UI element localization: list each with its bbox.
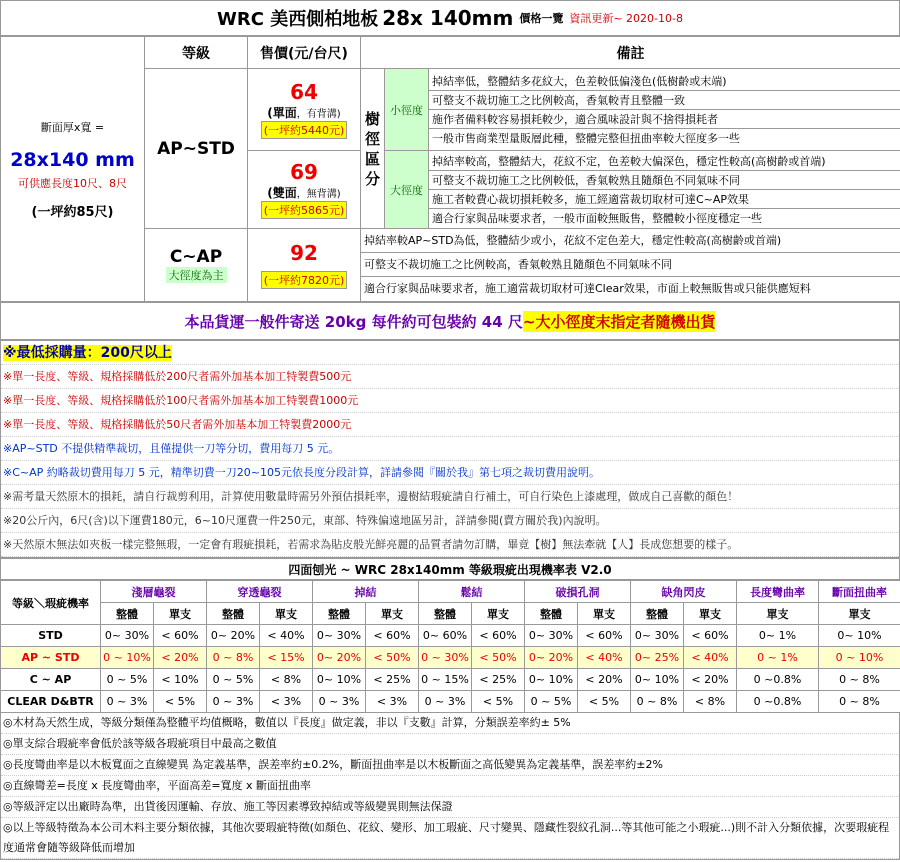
spec-label: 斷面厚x寬 =: [40, 120, 105, 134]
defect-corner: 等級＼瑕疵機率: [1, 581, 101, 625]
defect-cell: 0~ 30%: [101, 625, 154, 647]
defect-row: [1, 669, 900, 691]
defect-footnotes: [0, 713, 900, 860]
footnote: ◎長度彎曲率是以木板寬面之直線變異 為定義基準，誤差率約±0.2%，斷面扭曲率是以木板斷面之高低變異為定義基準，誤差率約±2%: [1, 755, 899, 776]
defect-cell: < 8%: [684, 691, 737, 713]
price-c-ap: [248, 229, 361, 302]
note-line: 掉結率較高，整體結大，花紋不定，色差較大偏深色，穩定性較高(高樹齡或首端): [429, 152, 900, 171]
purchase-notes: [0, 340, 900, 558]
spec-ping: (一坪約85尺): [31, 204, 114, 220]
defect-cell: 0 ~ 8%: [207, 647, 260, 669]
note-line: 可整支不裁切施工之比例較高，香氣較熟且隨顏色不同氣味不同: [361, 253, 900, 277]
note-item: ※單一長度、等級、規格採購低於50尺者需外加基本加工特製費2000元: [1, 413, 899, 437]
defect-category: 鬆結: [419, 581, 525, 603]
defect-cell: < 60%: [366, 625, 419, 647]
note-item: ※單一長度、等級、規格採購低於200尺者需外加基本加工特製費500元: [1, 365, 899, 389]
defect-cell: 0 ~ 1%: [737, 647, 819, 669]
defect-subheader-row: 整體 單支 整體 單支 整體 單支 整體 單支 整體 單支 整體 單支 單支 單支: [1, 603, 900, 625]
defect-cell: 0~ 10%: [819, 625, 900, 647]
note-line: 可整支不裁切施工之比例較低，香氣較熟且隨顏色不同氣味不同: [429, 171, 900, 190]
header-grade: 等級: [145, 37, 248, 69]
defect-cell: 0 ~ 15%: [419, 669, 472, 691]
price-type: (雙面: [267, 186, 297, 200]
defect-cell: 0~ 1%: [737, 625, 819, 647]
defect-rows: [1, 625, 900, 713]
price-ap-std-small: [248, 69, 361, 151]
defect-cell: 0 ~0.8%: [737, 691, 819, 713]
defect-category: 掉結: [313, 581, 419, 603]
title-main: WRC 美西側柏地板: [217, 9, 379, 30]
shipping-text: 本品貨運一般件寄送 20kg 每件約可包裝約 44 尺: [184, 312, 523, 331]
title-sub: 價格一覽: [519, 12, 564, 25]
defect-category: 穿透龜裂: [207, 581, 313, 603]
title-update: 資訊更新~ 2020-10-8: [569, 12, 683, 25]
defect-category: 缺角閃皮: [631, 581, 737, 603]
spec-cell: [1, 37, 145, 302]
footnote: ◎等級評定以出廠時為準，出貨後因運輸、存放、施工等因素導致掉結或等級變異則無法保證: [1, 797, 899, 818]
grade-c-ap: [145, 229, 248, 302]
defect-cell: < 8%: [260, 669, 313, 691]
note-line: 掉結率較AP~STD為低，整體結少或小，花紋不定色差大，穩定性較高(高樹齡或首端): [361, 229, 900, 253]
footnote: ◎木材為天然生成，等級分類僅為整體平均值概略，數值以『長度』做定義，非以『支數』計算，分類誤差率約± 5%: [1, 713, 899, 734]
footnote: ◎以上等級特徵為本公司木料主要分類依據，其他次要瑕疵特徵(如顏色、花紋、變形、加工瑕疵、尺寸變異、隱藏性裂紋孔洞...等其他可能之小瑕疵...)則不計入分類依據，次要瑕疵程度通常會隨等級降低而增加: [1, 818, 899, 859]
title-size: 28x 140mm: [382, 6, 514, 30]
defect-cell: 0~ 30%: [631, 625, 684, 647]
defect-cell: 0 ~ 5%: [101, 669, 154, 691]
defect-cell: 0~ 10%: [525, 669, 578, 691]
defect-cell: 0~ 10%: [631, 669, 684, 691]
note-line: 適合行家與品味要求者，施工適當裁切取材可達Clear效果，市面上較無販售或只能供應短料: [364, 282, 811, 295]
header-note: 備註: [361, 37, 900, 69]
defect-cell: 0 ~ 10%: [819, 647, 900, 669]
product-table: [0, 36, 900, 302]
defect-cell: < 50%: [472, 647, 525, 669]
defect-row: [1, 647, 900, 669]
defect-cell: 0~ 30%: [313, 625, 366, 647]
price-type-note: ，無背溝): [296, 189, 341, 200]
defect-category: 淺層龜裂: [101, 581, 207, 603]
defect-cell: < 25%: [472, 669, 525, 691]
note-item: ※20公斤內，6尺(含)以下運費180元，6~10尺運費一件250元，東部、特殊偏遠地區另計，詳請參閱(賣方關於我)內說明。: [1, 509, 899, 533]
note-line: 施工者較費心裁切損耗較多，施工經適當裁切取材可達C~AP效果: [429, 190, 900, 209]
defect-cell: < 10%: [154, 669, 207, 691]
shipping-banner: [0, 302, 900, 340]
defect-cell: < 3%: [260, 691, 313, 713]
note-item: ※天然原木無法如夾板一樣完整無瑕，一定會有瑕疵損耗，若需求為貼皮般光鮮亮麗的品質者請勿訂購，畢竟【樹】無法牽就【人】長成您想要的樣子。: [1, 533, 899, 557]
tag-c-ap: 大徑度為主: [166, 267, 227, 283]
defect-cell: < 3%: [366, 691, 419, 713]
defect-row-label: AP ~ STD: [1, 647, 101, 669]
price-value: 92: [290, 241, 318, 265]
defect-cell: 0~ 10%: [313, 669, 366, 691]
defect-cell: < 20%: [578, 669, 631, 691]
defect-cell: 0 ~ 8%: [819, 669, 900, 691]
defect-cell: 0 ~ 8%: [631, 691, 684, 713]
defect-cell: 0 ~ 5%: [525, 691, 578, 713]
defect-cell: 0 ~ 3%: [419, 691, 472, 713]
defect-table: [0, 580, 900, 713]
spec-length: 可供應長度10尺、8尺: [18, 176, 127, 190]
defect-cell: 0 ~ 3%: [207, 691, 260, 713]
defect-cell: 0~ 20%: [313, 647, 366, 669]
note-c-ap: [361, 229, 900, 302]
defect-row: [1, 691, 900, 713]
defect-cell: < 60%: [684, 625, 737, 647]
defect-category: 斷面扭曲率: [819, 581, 900, 603]
footnote: ◎單支綜合瑕疵率會低於該等級各瑕疵項目中最高之數值: [1, 734, 899, 755]
defect-cell: < 40%: [260, 625, 313, 647]
price-ping: (一坪約5865元): [261, 201, 348, 219]
note-line: 適合行家與品味要求者，一般市面較無販售，整體較小徑度穩定一些: [432, 211, 762, 225]
tag-small-diameter: 小徑度: [385, 69, 429, 151]
note-line: 一般市售商業型量販層此種，整體完整但扭曲率較大徑度多一些: [432, 131, 740, 145]
defect-cell: 0 ~ 8%: [819, 691, 900, 713]
note-item: ※C~AP 約略裁切費用每刀 5 元，精準切費一刀20~105元依長度分段計算，詳請參閱『關於我』第七項之裁切費用說明。: [1, 461, 899, 485]
note-item: ※需考量天然原木的損耗，請自行裁剪利用，計算使用數量時需另外預估損耗率，邊樹結瑕疵請自行補土，可自行染色上漆處理，做成自己喜歡的顏色！: [1, 485, 899, 509]
defect-cell: 0 ~ 30%: [419, 647, 472, 669]
defect-cell: < 5%: [578, 691, 631, 713]
note-line: 掉結率低，整體結多花紋大，色差較低偏淺色(低樹齡或末端): [429, 72, 900, 91]
defect-row-label: STD: [1, 625, 101, 647]
price-ping: (一坪約7820元): [261, 271, 348, 289]
price-type-note: ，有背溝): [296, 109, 341, 120]
defect-cell: 0 ~ 3%: [101, 691, 154, 713]
note-line: 施作者備料較容易損耗較少，適合風味設計與不捨得損耗者: [429, 110, 900, 129]
defect-cell: 0 ~0.8%: [737, 669, 819, 691]
defect-row-label: CLEAR D&BTR: [1, 691, 101, 713]
defect-cell: 0 ~ 3%: [313, 691, 366, 713]
defect-table-title: 四面刨光 ~ WRC 28x140mm 等級瑕疵出現機率表 V2.0: [0, 558, 900, 580]
defect-cell: < 5%: [472, 691, 525, 713]
note-ap-std-large: [429, 151, 900, 229]
price-ping: (一坪約5440元): [261, 121, 348, 139]
defect-cell: < 15%: [260, 647, 313, 669]
defect-cell: < 60%: [472, 625, 525, 647]
footnote: ◎直線彎差=長度 x 長度彎曲率，平面高差=寬度 x 斷面扭曲率: [1, 776, 899, 797]
price-value: 69: [290, 160, 318, 184]
price-ap-std-large: [248, 151, 361, 229]
tag-large-diameter: 大徑度: [385, 151, 429, 229]
tree-diameter-label: 樹 徑 區 分: [361, 69, 385, 229]
defect-cell: < 20%: [154, 647, 207, 669]
defect-cell: 0 ~ 10%: [101, 647, 154, 669]
price-type: (單面: [267, 106, 297, 120]
defect-cell: 0~ 20%: [525, 647, 578, 669]
defect-cell: < 60%: [154, 625, 207, 647]
defect-cell: < 60%: [578, 625, 631, 647]
grade-ap-std: AP~STD: [145, 69, 248, 229]
header-price: 售價(元/台尺): [248, 37, 361, 69]
defect-cell: 0~ 30%: [525, 625, 578, 647]
defect-cell: < 20%: [684, 669, 737, 691]
defect-cell: < 25%: [366, 669, 419, 691]
defect-cell: < 40%: [684, 647, 737, 669]
note-item: ※單一長度、等級、規格採購低於100尺者需外加基本加工特製費1000元: [1, 389, 899, 413]
note-line: 可整支不裁切施工之比例較高，香氣較青且整體一致: [429, 91, 900, 110]
spec-size: 28x140 mm: [10, 148, 135, 171]
note-ap-std-small: [429, 69, 900, 151]
defect-cell: 0~ 60%: [419, 625, 472, 647]
defect-cell: < 40%: [578, 647, 631, 669]
defect-row-label: C ~ AP: [1, 669, 101, 691]
defect-category: 長度彎曲率: [737, 581, 819, 603]
defect-cell: 0 ~ 5%: [207, 669, 260, 691]
defect-cell: < 5%: [154, 691, 207, 713]
defect-cell: 0~ 20%: [207, 625, 260, 647]
price-value: 64: [290, 80, 318, 104]
defect-cell: 0~ 25%: [631, 647, 684, 669]
defect-category: 破損孔洞: [525, 581, 631, 603]
page-title: [0, 0, 900, 36]
minimum-order: ※最低採購量：200尺以上: [1, 341, 899, 365]
defect-cell: < 50%: [366, 647, 419, 669]
defect-row: [1, 625, 900, 647]
grade-c-ap-label: C~AP: [169, 247, 223, 267]
shipping-highlight: ~大小徑度末指定者隨機出貨: [522, 312, 716, 331]
note-item: ※AP~STD 不提供精準裁切，且僅提供一刀等分切，費用每刀 5 元。: [1, 437, 899, 461]
